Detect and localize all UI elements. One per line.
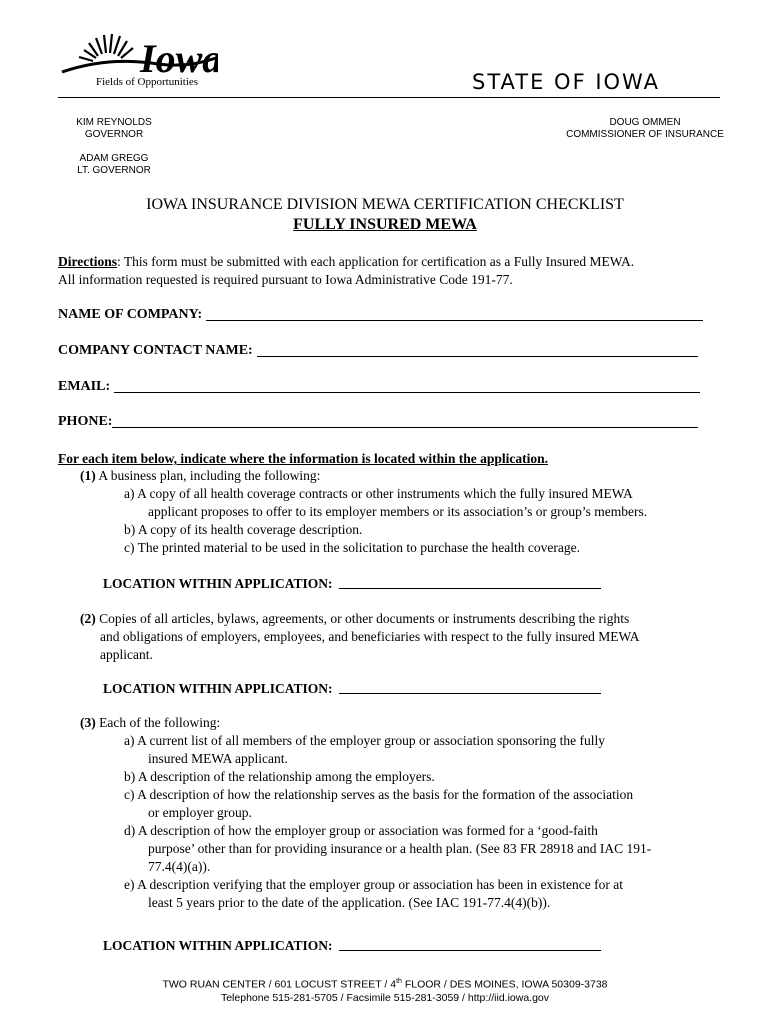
location-line-1[interactable] — [339, 574, 601, 589]
item-3 — [80, 714, 720, 912]
company-name-field[interactable] — [58, 306, 703, 323]
item-3d: d) A description of how the employer group or association was formed for a ‘good-faith — [124, 823, 598, 838]
governor-name: KIM REYNOLDS — [76, 117, 152, 128]
item-1a: a) A copy of all health coverage contracts or other instruments which the fully insured MEWA — [124, 486, 633, 501]
item-3b: b) A description of the relationship among the employers. — [124, 769, 435, 784]
item-1-number: (1) — [80, 468, 96, 483]
email-line[interactable] — [114, 378, 700, 393]
footer — [0, 975, 770, 1005]
directions — [58, 253, 718, 289]
item-2 — [80, 610, 720, 664]
item-3c: c) A description of how the relationship serves as the basis for the formation of the association — [124, 787, 634, 802]
item-2-number: (2) — [80, 611, 96, 626]
form-title: IOWA INSURANCE DIVISION MEWA CERTIFICATION CHECKLIST — [146, 196, 624, 213]
contact-name-field[interactable] — [58, 342, 698, 359]
item-3a-cont: insured MEWA applicant. — [148, 751, 288, 766]
location-field-1[interactable] — [103, 574, 601, 592]
company-name-label: NAME OF COMPANY: — [58, 307, 203, 322]
item-2-text: Copies of all articles, bylaws, agreements, or other documents or instruments describing the rights — [95, 611, 630, 626]
governor-title: GOVERNOR — [84, 129, 144, 140]
item-1a-cont: applicant proposes to offer to its employer members or its association’s or group’s members. — [148, 504, 648, 519]
location-field-2[interactable] — [103, 679, 601, 697]
item-1b: b) A copy of its health coverage description. — [124, 522, 363, 537]
form-subtitle: FULLY INSURED MEWA — [293, 216, 477, 233]
item-3c-cont: or employer group. — [148, 805, 252, 820]
location-line-3[interactable] — [339, 936, 601, 951]
header-rule — [58, 97, 720, 98]
contact-name-line[interactable] — [257, 342, 698, 357]
location-field-3[interactable] — [103, 936, 601, 954]
item-2-text-2: and obligations of employers, employees, and beneficiaries with respect to the fully insured MEWA — [100, 629, 640, 644]
directions-text-2: All information requested is required pursuant to Iowa Administrative Code 191-77. — [58, 272, 513, 287]
item-2-text-3: applicant. — [100, 647, 153, 662]
governor-block — [58, 117, 170, 141]
instruction: For each item below, indicate where the information is located within the application. — [58, 451, 548, 466]
item-1c: c) The printed material to be used in the solicitation to purchase the health coverage. — [124, 540, 580, 555]
state-heading: STATE OF IOWA — [472, 70, 661, 94]
item-3d-cont: purpose’ other than for providing insurance or a health plan. (See 83 FR 28918 and IAC 191- — [148, 841, 652, 856]
contact-name-label: COMPANY CONTACT NAME: — [58, 343, 253, 358]
item-3e: e) A description verifying that the employer group or association has been in existence for at — [124, 877, 623, 892]
directions-text: : This form must be submitted with each application for certification as a Fully Insured MEWA. — [117, 254, 635, 269]
lt-governor-title: LT. GOVERNOR — [77, 165, 151, 176]
commissioner-block — [560, 117, 730, 141]
item-3-text: Each of the following: — [95, 715, 221, 730]
location-line-2[interactable] — [339, 679, 601, 694]
footer-contact: Telephone 515-281-5705 / Facsimile 515-281-3059 / http://iid.iowa.gov — [220, 991, 550, 1004]
location-label-3: LOCATION WITHIN APPLICATION: — [103, 938, 333, 953]
phone-line[interactable] — [112, 413, 698, 428]
item-1 — [80, 467, 720, 557]
email-label: EMAIL: — [58, 379, 111, 394]
commissioner-name: DOUG OMMEN — [609, 117, 681, 128]
location-label-2: LOCATION WITHIN APPLICATION: — [103, 681, 333, 696]
svg-text:Iowa: Iowa — [140, 36, 218, 81]
lt-governor-block — [58, 153, 170, 177]
directions-label: Directions — [58, 254, 117, 269]
footer-address: TWO RUAN CENTER / 601 LOCUST STREET / 4th FLOOR / DES MOINES, IOWA 50309-3738 — [162, 978, 608, 991]
commissioner-title: COMMISSIONER OF INSURANCE — [566, 129, 724, 140]
item-3a: a) A current list of all members of the employer group or association sponsoring the fully — [124, 733, 606, 748]
company-name-line[interactable] — [206, 306, 703, 321]
iowa-logo — [58, 28, 218, 92]
location-label-1: LOCATION WITHIN APPLICATION: — [103, 576, 333, 591]
lt-governor-name: ADAM GREGG — [79, 153, 149, 164]
item-1-text: A business plan, including the following: — [95, 468, 321, 483]
phone-field[interactable] — [58, 413, 698, 430]
item-3d-cont-2: 77.4(4)(a)). — [148, 859, 211, 874]
logo-tagline: Fields of Opportunities — [96, 76, 199, 88]
phone-label: PHONE: — [58, 414, 113, 429]
item-3e-cont: least 5 years prior to the date of the application. (See IAC 191-77.4(4)(b)). — [148, 895, 551, 910]
item-3-number: (3) — [80, 715, 96, 730]
email-field[interactable] — [58, 378, 700, 395]
